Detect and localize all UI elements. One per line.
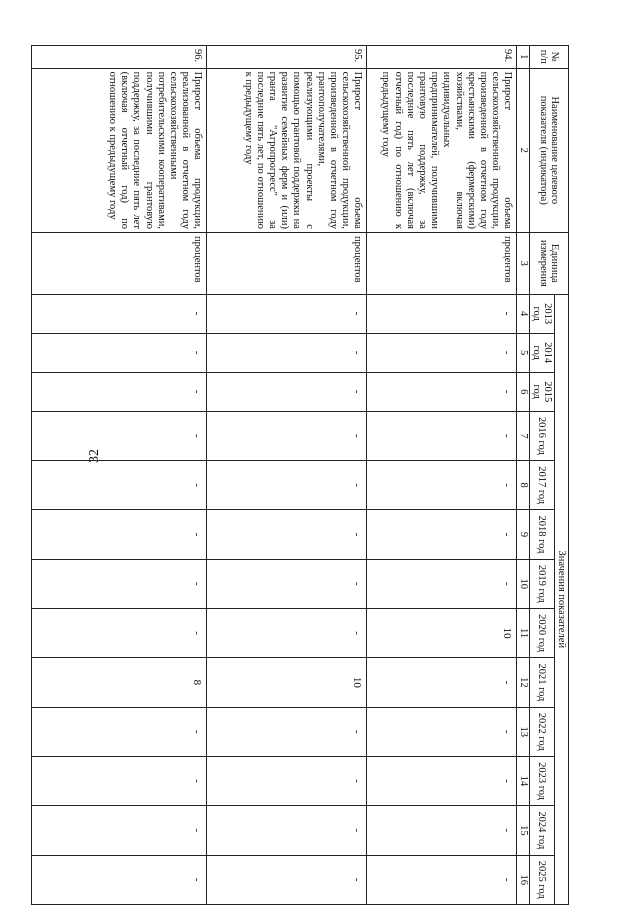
indicator-value: - xyxy=(32,707,207,756)
indicator-name: Прирост объема сельскохозяйственной продукции, произведенной в отчетном году крестьянскими (фермерскими) хозяйствами, включая индивидуальных предпринимателей, получившими грантовую поддержку, за последние пять лет (включая отчетный год) по отношению к предыдущему году xyxy=(367,68,517,232)
indicator-value: 10 xyxy=(207,658,367,707)
indicator-table xyxy=(32,45,570,905)
indicator-value: - xyxy=(367,806,517,855)
header-year: 2023 год xyxy=(530,756,555,805)
header-year: 2022 год xyxy=(530,707,555,756)
column-number: 4 xyxy=(517,294,530,333)
column-number: 12 xyxy=(517,658,530,707)
header-year: 2015 год xyxy=(530,372,555,411)
column-number: 16 xyxy=(517,855,530,904)
page-number: 32 xyxy=(87,449,102,463)
indicator-value: - xyxy=(367,510,517,559)
indicator-value: - xyxy=(32,855,207,904)
unit-of-measure: процентов xyxy=(367,232,517,294)
indicator-value: - xyxy=(207,294,367,333)
column-number: 9 xyxy=(517,510,530,559)
indicator-value: - xyxy=(32,756,207,805)
indicator-value: - xyxy=(207,806,367,855)
indicator-value: - xyxy=(367,411,517,460)
indicator-table-sheet xyxy=(59,45,569,905)
header-year: 2017 год xyxy=(530,461,555,510)
table-row xyxy=(367,46,517,905)
indicator-value: - xyxy=(207,411,367,460)
indicator-value: - xyxy=(207,707,367,756)
indicator-value: - xyxy=(367,707,517,756)
column-number: 10 xyxy=(517,559,530,608)
header-year: 2025 год xyxy=(530,855,555,904)
header-year: 2021 год xyxy=(530,658,555,707)
header-year: 2020 год xyxy=(530,608,555,657)
indicator-value: - xyxy=(367,294,517,333)
header-year: 2018 год xyxy=(530,510,555,559)
indicator-value: - xyxy=(32,461,207,510)
indicator-value: 10 xyxy=(367,608,517,657)
row-number: 95. xyxy=(207,46,367,69)
indicator-name: Прирост объема сельскохозяйственной продукции, произведенной в отчетном году грантополучателями, реализующими проекты с помощью грантовой поддержки на развитие семейных ферм и (или) гранта "Агропрогресс" за последние пять лет, по отношению к предыдущему году xyxy=(207,68,367,232)
indicator-value: - xyxy=(207,333,367,372)
indicator-value: - xyxy=(32,333,207,372)
indicator-value: - xyxy=(32,559,207,608)
indicator-value: 8 xyxy=(32,658,207,707)
column-number: 6 xyxy=(517,372,530,411)
indicator-value: - xyxy=(367,855,517,904)
header-year: 2016 год xyxy=(530,411,555,460)
header-year: 2013 год xyxy=(530,294,555,333)
indicator-value: - xyxy=(207,510,367,559)
indicator-value: - xyxy=(367,461,517,510)
column-numbers-row xyxy=(517,46,530,905)
header-num-label: № п/п xyxy=(538,49,560,64)
indicator-value: - xyxy=(32,510,207,559)
indicator-value: - xyxy=(207,608,367,657)
column-number: 2 xyxy=(517,68,530,232)
header-num xyxy=(530,46,569,69)
indicator-value: - xyxy=(207,559,367,608)
header-values-group: Значения показателей xyxy=(555,294,569,904)
indicator-value: - xyxy=(207,372,367,411)
header-year: 2024 год xyxy=(530,806,555,855)
column-number: 14 xyxy=(517,756,530,805)
column-number: 5 xyxy=(517,333,530,372)
table-body xyxy=(32,46,517,905)
column-number: 1 xyxy=(517,46,530,69)
indicator-value: - xyxy=(32,608,207,657)
column-number: 8 xyxy=(517,461,530,510)
unit-of-measure: процентов xyxy=(32,232,207,294)
column-number: 7 xyxy=(517,411,530,460)
indicator-value: - xyxy=(367,333,517,372)
column-number: 3 xyxy=(517,232,530,294)
unit-of-measure: процентов xyxy=(207,232,367,294)
indicator-name: Прирост объема продукции, реализованной в отчетном году сельскохозяйственными потребительскими кооперативами, получившими грантовую поддержку, за последние пять лет (включая отчетный год) по отношению к предыдущему году xyxy=(32,68,207,232)
table-row xyxy=(32,46,207,905)
indicator-value: - xyxy=(207,461,367,510)
column-number: 11 xyxy=(517,608,530,657)
header-unit: Единица измерения xyxy=(530,232,569,294)
row-number: 94. xyxy=(367,46,517,69)
row-number: 96. xyxy=(32,46,207,69)
indicator-value: - xyxy=(32,411,207,460)
indicator-value: - xyxy=(32,372,207,411)
indicator-value: - xyxy=(207,855,367,904)
indicator-value: - xyxy=(367,756,517,805)
header-name: Наименование целевого показателя (индикатора) xyxy=(530,68,569,232)
indicator-value: - xyxy=(367,372,517,411)
indicator-value: - xyxy=(207,756,367,805)
indicator-value: - xyxy=(367,559,517,608)
indicator-value: - xyxy=(32,294,207,333)
column-number: 13 xyxy=(517,707,530,756)
header-year: 2019 год xyxy=(530,559,555,608)
indicator-value: - xyxy=(367,658,517,707)
column-number: 15 xyxy=(517,806,530,855)
indicator-value: - xyxy=(32,806,207,855)
header-year: 2014 год xyxy=(530,333,555,372)
table-row xyxy=(207,46,367,905)
